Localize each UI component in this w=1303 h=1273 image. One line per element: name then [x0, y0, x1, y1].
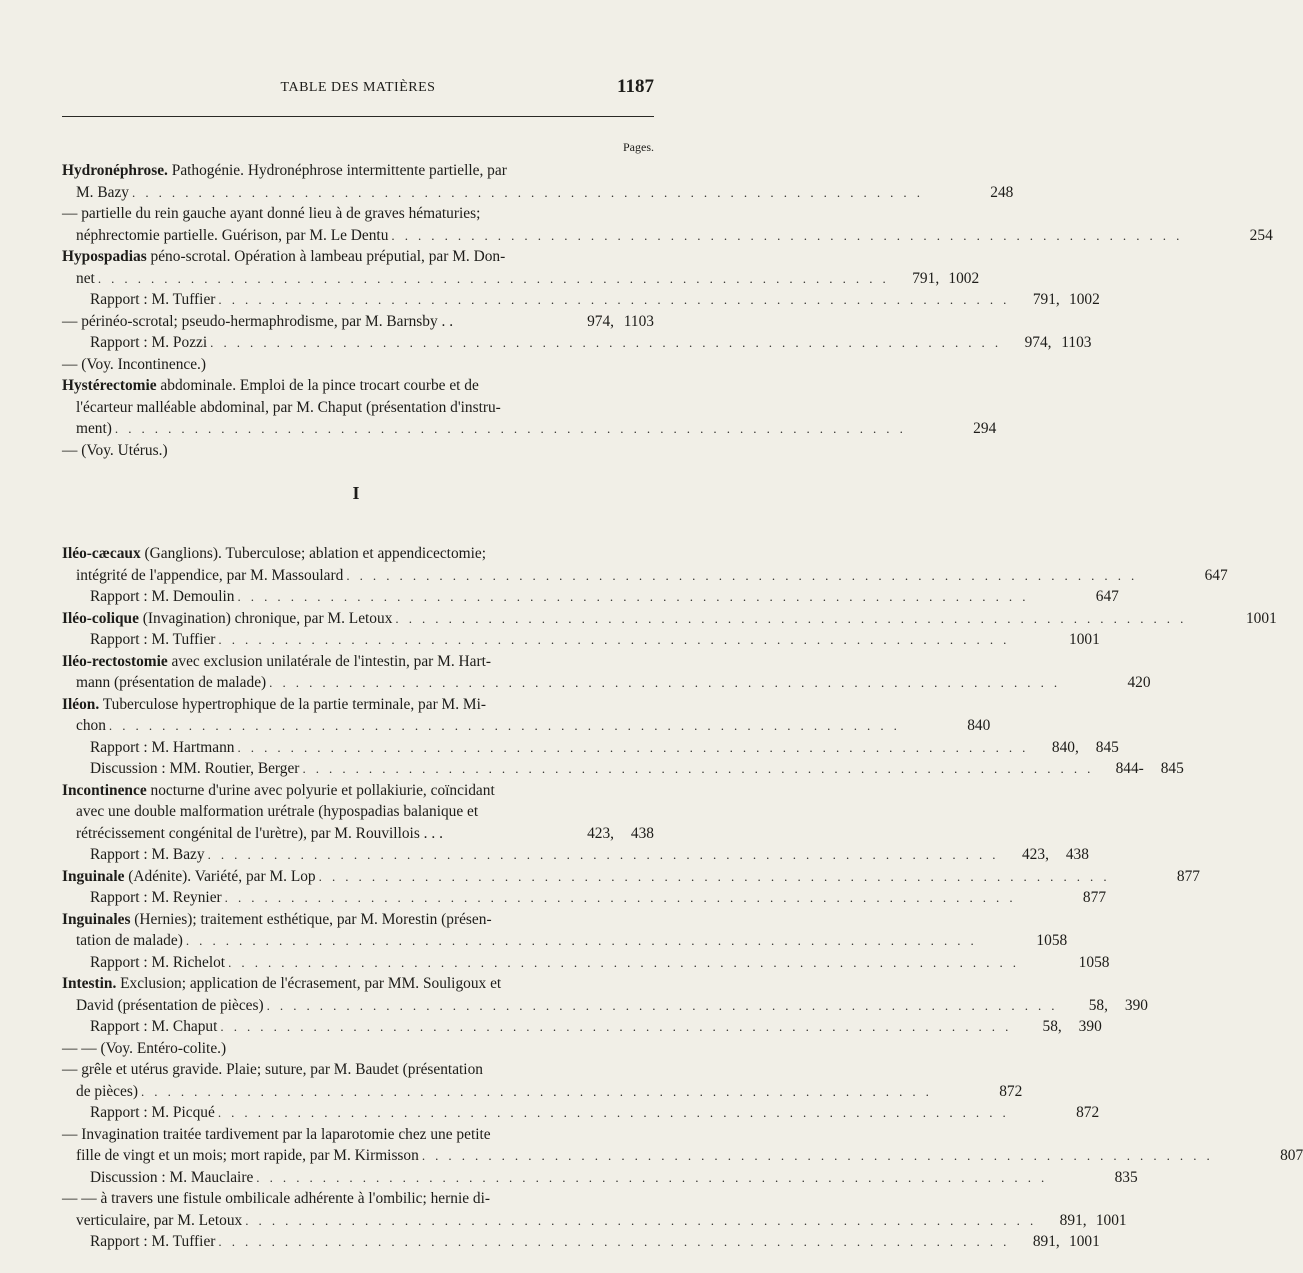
entry-body: avec exclusion unilatérale de l'intestin, par M. Hart- [167, 652, 491, 670]
page-ref: 877 [1176, 867, 1200, 885]
entry-text [62, 780, 654, 802]
index-entry-line [62, 973, 654, 995]
index-entry-line [62, 354, 654, 376]
page-ref: 248 [990, 183, 1014, 201]
entry-headword: Inguinales [62, 910, 131, 928]
index-entry-line [62, 995, 1148, 1017]
page-ref: 835 [1114, 1168, 1138, 1186]
entry-text [90, 758, 299, 780]
dot-leader: . . . . . . . . . . . . . . . . . . . . . . . . . . . . . . . . . . . . . . . . . . . . . . . . . . . . . . . . . . . . [228, 954, 1020, 970]
index-entry-line [62, 203, 654, 225]
page-ref-primary: 891, [1059, 1211, 1087, 1229]
entry-text [90, 1016, 217, 1038]
entry-headword: Hystérectomie [62, 377, 157, 394]
entry-body: péno-scrotal. Opération à lambeau préputial, par M. Don- [146, 248, 506, 265]
entry-body: Rapport : M. Tuffier [90, 1233, 216, 1250]
dot-leader: . . . . . . . . . . . . . . . . . . . . . . . . . . . . . . . . . . . . . . . . . . . . . . . . . . . . . . . . . . . . [391, 227, 1183, 243]
index-entry-line [62, 737, 1119, 759]
page-ref-primary: 423, [587, 824, 614, 842]
entry-body: — périnéo-scrotal; pseudo-hermaphrodisme, par M. Barnsby . . [62, 312, 454, 330]
entry-text [62, 909, 654, 931]
index-entry-line [62, 565, 1228, 587]
entry-text [76, 801, 654, 823]
section-letter: I [352, 483, 360, 503]
index-entry-line [62, 1231, 1100, 1253]
entry-body: (Ganglions). Tuberculose; ablation et appendicectomie; [140, 545, 487, 562]
entry-body: Discussion : M. Mauclaire [90, 1168, 254, 1186]
index-entry-line [62, 715, 991, 737]
page-ref: 1001 [1095, 1211, 1127, 1229]
entry-body: — partielle du rein gauche ayant donné lieu à de graves hématuries; [62, 205, 481, 222]
entry-body: — (Voy. Incontinence.) [62, 355, 207, 373]
entry-body: — — (Voy. Entéro-colite.) [62, 1039, 227, 1057]
entry-text [76, 1145, 419, 1167]
entry-text [76, 823, 568, 845]
entry-body: intégrité de l'appendice, par M. Massoulard [76, 566, 344, 584]
entry-body: Rapport : M. Hartmann [90, 738, 235, 756]
index-entry-line [62, 1081, 1023, 1103]
entry-body: Rapport : M. Demoulin [90, 588, 235, 605]
dot-leader: . . . . . . . . . . . . . . . . . . . . . . . . . . . . . . . . . . . . . . . . . . . . . . . . . . . . . . . . . . . . [346, 567, 1138, 583]
running-title: TABLE DES MATIÈRES [280, 80, 436, 95]
page-ref: 1001 [1069, 1233, 1100, 1250]
page-ref: 1103 [1061, 334, 1092, 351]
index-entry-line [62, 397, 654, 419]
entry-text [90, 844, 205, 866]
dot-leader: . . . . . . . . . . . . . . . . . . . . . . . . . . . . . . . . . . . . . . . . . . . . . . . . . . . . . . . . . . . . [114, 421, 907, 436]
dot-leader: . . . . . . . . . . . . . . . . . . . . . . . . . . . . . . . . . . . . . . . . . . . . . . . . . . . . . . . . . . . . [269, 675, 1061, 690]
page-ref: 1058 [1036, 932, 1068, 949]
index-section-h [62, 160, 1273, 461]
entry-headword: Inguinale [62, 867, 125, 885]
entry-text [76, 225, 388, 247]
page-ref: 390 [1078, 1018, 1102, 1035]
index-entry-line [62, 311, 654, 333]
entry-text [90, 586, 235, 608]
dot-leader: . . . . . . . . . . . . . . . . . . . . . . . . . . . . . . . . . . . . . . . . . . . . . . . . . . . . . . . . . . . . [318, 868, 1110, 884]
index-entry-line [62, 1124, 654, 1146]
index-entry-line [62, 1102, 1100, 1124]
entry-body: Rapport : M. Richelot [90, 953, 226, 971]
entry-text [90, 1231, 215, 1253]
pages-column-label: Pages. [623, 140, 654, 154]
index-entry-line [62, 672, 1151, 694]
entry-headword: Iléo-colique [62, 609, 139, 627]
page-ref-primary: 791, [1032, 291, 1060, 308]
index-entry-line [62, 182, 1014, 204]
page-ref: 420 [1127, 674, 1151, 691]
index-entry-line [62, 930, 1068, 952]
index-entry-line [62, 1038, 654, 1060]
entry-body: — — à travers une fistule ombilicale adhérente à l'ombilic; hernie di- [62, 1190, 490, 1207]
entry-text [62, 543, 654, 565]
dot-leader: . . . . . . . . . . . . . . . . . . . . . . . . . . . . . . . . . . . . . . . . . . . . . . . . . . . . . . . . . . . . [185, 933, 978, 948]
dot-leader: . . . . . . . . . . . . . . . . . . . . . . . . . . . . . . . . . . . . . . . . . . . . . . . . . . . . . . . . . . . . [224, 890, 1017, 905]
entry-text [62, 1188, 654, 1210]
page-ref: 1002 [1069, 291, 1100, 308]
entry-headword: Intestin. [62, 975, 117, 992]
entry-body: (Adénite). Variété, par M. Lop [124, 867, 316, 885]
page-ref: 438 [630, 824, 654, 842]
page-ref-primary: 58, [1088, 996, 1108, 1014]
entry-text [76, 995, 264, 1017]
entry-text [62, 694, 654, 716]
index-entry-line [62, 289, 1100, 311]
entry-headword: Incontinence [62, 781, 147, 799]
page-ref: 294 [973, 420, 997, 437]
entry-text [90, 887, 222, 909]
entry-body: Rapport : M. Bazy [90, 846, 205, 863]
entry-text [90, 1167, 253, 1189]
index-entry-line [62, 694, 654, 716]
dot-leader: . . . . . . . . . . . . . . . . . . . . . . . . . . . . . . . . . . . . . . . . . . . . . . . . . . . . . . . . . . . . [220, 1019, 1012, 1034]
index-section-i [62, 543, 1303, 1253]
entry-body: (Invagination) chronique, par M. Letoux [138, 609, 393, 627]
entry-body: Rapport : M. Tuffier [90, 631, 216, 648]
page-ref-primary: 58, [1042, 1018, 1062, 1035]
index-entry-line [62, 440, 654, 462]
dot-leader: . . . . . . . . . . . . . . . . . . . . . . . . . . . . . . . . . . . . . . . . . . . . . . . . . . . . . . . . . . . . [132, 184, 924, 200]
page-ref: 840 [967, 717, 991, 734]
dot-leader: . . . . . . . . . . . . . . . . . . . . . . . . . . . . . . . . . . . . . . . . . . . . . . . . . . . . . . . . . . . . [256, 1169, 1048, 1185]
entry-headword: Hypospadias [62, 248, 147, 265]
index-entry-line [62, 608, 1277, 630]
page-ref-primary: 791, [912, 269, 940, 287]
entry-body: mann (présentation de malade) [76, 674, 267, 691]
entry-body: Rapport : M. Pozzi [90, 334, 208, 351]
dot-leader: . . . . . . . . . . . . . . . . . . . . . . . . . . . . . . . . . . . . . . . . . . . . . . . . . . . . . . . . . . . . [140, 1083, 933, 1099]
page-ref: 1001 [1245, 609, 1277, 627]
entry-text [90, 737, 234, 759]
page-ref: 807 [1280, 1147, 1303, 1164]
dot-leader: . . . . . . . . . . . . . . . . . . . . . . . . . . . . . . . . . . . . . . . . . . . . . . . . . . . . . . . . . . . . [207, 847, 999, 862]
dot-leader: . . . . . . . . . . . . . . . . . . . . . . . . . . . . . . . . . . . . . . . . . . . . . . . . . . . . . . . . . . . . [395, 610, 1187, 626]
dot-leader: . . . . . . . . . . . . . . . . . . . . . . . . . . . . . . . . . . . . . . . . . . . . . . . . . . . . . . . . . . . . [108, 718, 901, 733]
entry-text [90, 1102, 215, 1124]
index-entry-line [62, 866, 1200, 888]
dot-leader: . . . . . . . . . . . . . . . . . . . . . . . . . . . . . . . . . . . . . . . . . . . . . . . . . . . . . . . . . . . . [210, 335, 1002, 350]
page-ref: 1103 [623, 312, 654, 330]
entry-body: Exclusion; application de l'écrasement, par MM. Souligoux et [116, 975, 502, 992]
entry-text [62, 311, 568, 333]
entry-body: ment) [76, 420, 112, 437]
entry-body: rétrécissement congénital de l'urètre), par M. Rouvillois . . . [76, 824, 443, 842]
entry-text [62, 203, 654, 225]
entry-body: (Hernies); traitement esthétique, par M. Morestin (présen- [130, 910, 492, 928]
index-entry-line [62, 1145, 1303, 1167]
entry-text [90, 332, 207, 354]
index-entry-line [62, 801, 654, 823]
entry-text [62, 1124, 654, 1146]
index-entry-line [62, 887, 1107, 909]
entry-body: tation de malade) [76, 932, 183, 949]
entry-text [62, 354, 654, 376]
page-ref-primary: 974, [587, 312, 614, 330]
entry-body: Rapport : M. Tuffier [90, 291, 216, 308]
entry-body: l'écarteur malléable abdominal, par M. Chaput (présentation d'instru- [76, 398, 501, 416]
entry-text [62, 160, 654, 182]
dot-leader: . . . . . . . . . . . . . . . . . . . . . . . . . . . . . . . . . . . . . . . . . . . . . . . . . . . . . . . . . . . . [421, 1148, 1214, 1163]
dot-leader: . . . . . . . . . . . . . . . . . . . . . . . . . . . . . . . . . . . . . . . . . . . . . . . . . . . . . . . . . . . . [237, 589, 1029, 604]
entry-body: Pathogénie. Hydronéphrose intermittente partielle, par [167, 162, 507, 179]
entry-body: abdominale. Emploi de la pince trocart courbe et de [156, 377, 479, 394]
page-ref: 872 [999, 1082, 1023, 1100]
page-ref: 390 [1124, 996, 1148, 1014]
dot-leader: . . . . . . . . . . . . . . . . . . . . . . . . . . . . . . . . . . . . . . . . . . . . . . . . . . . . . . . . . . . . [237, 739, 1029, 755]
entry-body: David (présentation de pièces) [76, 996, 264, 1014]
entry-headword: Iléon. [62, 695, 100, 713]
entry-text [62, 608, 392, 630]
entry-headword: Iléo-rectostomie [62, 652, 168, 670]
entry-text [62, 651, 654, 673]
index-entry-line [62, 586, 1119, 608]
dot-leader: . . . . . . . . . . . . . . . . . . . . . . . . . . . . . . . . . . . . . . . . . . . . . . . . . . . . . . . . . . . . [97, 270, 890, 286]
entry-text [76, 565, 343, 587]
entry-text [62, 1059, 654, 1081]
entry-body: net [76, 269, 95, 287]
page-ref-primary: 844- [1115, 760, 1144, 777]
dot-leader: . . . . . . . . . . . . . . . . . . . . . . . . . . . . . . . . . . . . . . . . . . . . . . . . . . . . . . . . . . . . [218, 1234, 1010, 1249]
page-ref: 1002 [948, 269, 980, 287]
entry-body: verticulaire, par M. Letoux [76, 1211, 243, 1229]
index-entry-line [62, 1188, 654, 1210]
entry-text [76, 397, 654, 419]
entry-text [76, 672, 266, 694]
index-entry-line [62, 952, 1110, 974]
page-ref-primary: 891, [1032, 1233, 1060, 1250]
entry-body: M. Bazy [76, 183, 130, 201]
entry-headword: Iléo-cæcaux [62, 545, 141, 562]
entry-body: — grêle et utérus gravide. Plaie; suture, par M. Baudet (présentation [62, 1061, 483, 1078]
entry-body: Discussion : MM. Routier, Berger [90, 760, 300, 777]
entry-body: avec une double malformation urétrale (hypospadias balanique et [76, 803, 479, 820]
index-entry-line [62, 844, 1089, 866]
index-entry-line [62, 629, 1100, 651]
entry-text [62, 375, 654, 397]
dot-leader: . . . . . . . . . . . . . . . . . . . . . . . . . . . . . . . . . . . . . . . . . . . . . . . . . . . . . . . . . . . . [302, 761, 1094, 776]
page-ref: 1058 [1078, 953, 1110, 971]
entry-text [62, 973, 654, 995]
entry-text [90, 952, 225, 974]
entry-text [62, 1038, 654, 1060]
entry-text [76, 930, 183, 952]
entry-headword: Hydronéphrose. [62, 162, 168, 179]
index-entry-line [62, 758, 1184, 780]
header-rule [62, 116, 654, 117]
entry-text [76, 1210, 242, 1232]
page-ref: 1001 [1069, 631, 1100, 648]
index-entry-line [62, 332, 1092, 354]
page-ref: 647 [1095, 588, 1119, 605]
entry-body: Rapport : M. Chaput [90, 1018, 218, 1035]
page-ref: 845 [1160, 760, 1184, 777]
entry-text [90, 289, 215, 311]
page-ref: 647 [1204, 566, 1228, 584]
index-entry-line [62, 268, 980, 290]
entry-text [62, 866, 316, 888]
page-header [62, 78, 654, 102]
entry-body: chon [76, 717, 106, 734]
index-entry-line [62, 543, 654, 565]
index-entry-line [62, 1167, 1138, 1189]
entry-text [76, 715, 106, 737]
entry-body: — Invagination traitée tardivement par la laparotomie chez une petite [62, 1125, 491, 1143]
dot-leader: . . . . . . . . . . . . . . . . . . . . . . . . . . . . . . . . . . . . . . . . . . . . . . . . . . . . . . . . . . . . [245, 1212, 1037, 1228]
entry-body: Rapport : M. Picqué [90, 1104, 215, 1121]
index-entry-line [62, 909, 654, 931]
page-ref: 872 [1076, 1104, 1100, 1121]
page-ref: 845 [1095, 738, 1119, 756]
page-ref-primary: 423, [1021, 846, 1049, 863]
entry-text [76, 182, 129, 204]
index-entry-line [62, 823, 654, 845]
index-entry-line [62, 780, 654, 802]
entry-text [62, 440, 654, 462]
entry-body: nocturne d'urine avec polyurie et pollakiurie, coïncidant [146, 781, 495, 799]
entry-body: néphrectomie partielle. Guérison, par M. Le Dentu [76, 226, 389, 244]
entry-text [90, 629, 215, 651]
entry-body: de pièces) [76, 1082, 138, 1100]
index-entry-line [62, 1210, 1127, 1232]
dot-leader: . . . . . . . . . . . . . . . . . . . . . . . . . . . . . . . . . . . . . . . . . . . . . . . . . . . . . . . . . . . . [218, 632, 1010, 647]
entry-text [76, 418, 112, 440]
entry-text [62, 246, 654, 268]
index-entry-line [62, 225, 1273, 247]
entry-body: Tuberculose hypertrophique de la partie terminale, par M. Mi- [99, 695, 487, 713]
entry-body: fille de vingt et un mois; mort rapide, par M. Kirmisson [76, 1147, 419, 1164]
entry-text [76, 1081, 138, 1103]
index-entry-line [62, 651, 654, 673]
dot-leader: . . . . . . . . . . . . . . . . . . . . . . . . . . . . . . . . . . . . . . . . . . . . . . . . . . . . . . . . . . . . [266, 997, 1058, 1013]
index-entry-line [62, 418, 997, 440]
page-ref: 877 [1082, 889, 1107, 906]
page-ref: 254 [1249, 226, 1273, 244]
entry-body: Rapport : M. Reynier [90, 889, 222, 906]
index-entry-line [62, 1016, 1102, 1038]
page-ref-primary: 974, [1024, 334, 1052, 351]
entry-text [76, 268, 95, 290]
dot-leader: . . . . . . . . . . . . . . . . . . . . . . . . . . . . . . . . . . . . . . . . . . . . . . . . . . . . . . . . . . . . [218, 292, 1010, 307]
index-entry-line [62, 1059, 654, 1081]
page-number: 1187 [617, 76, 654, 97]
page-ref: 438 [1065, 846, 1089, 863]
index-entry-line [62, 246, 654, 268]
entry-body: — (Voy. Utérus.) [62, 441, 168, 459]
index-entry-line [62, 160, 654, 182]
index-entry-line [62, 375, 654, 397]
dot-leader: . . . . . . . . . . . . . . . . . . . . . . . . . . . . . . . . . . . . . . . . . . . . . . . . . . . . . . . . . . . . [217, 1105, 1010, 1120]
page-ref-primary: 840, [1051, 738, 1079, 756]
